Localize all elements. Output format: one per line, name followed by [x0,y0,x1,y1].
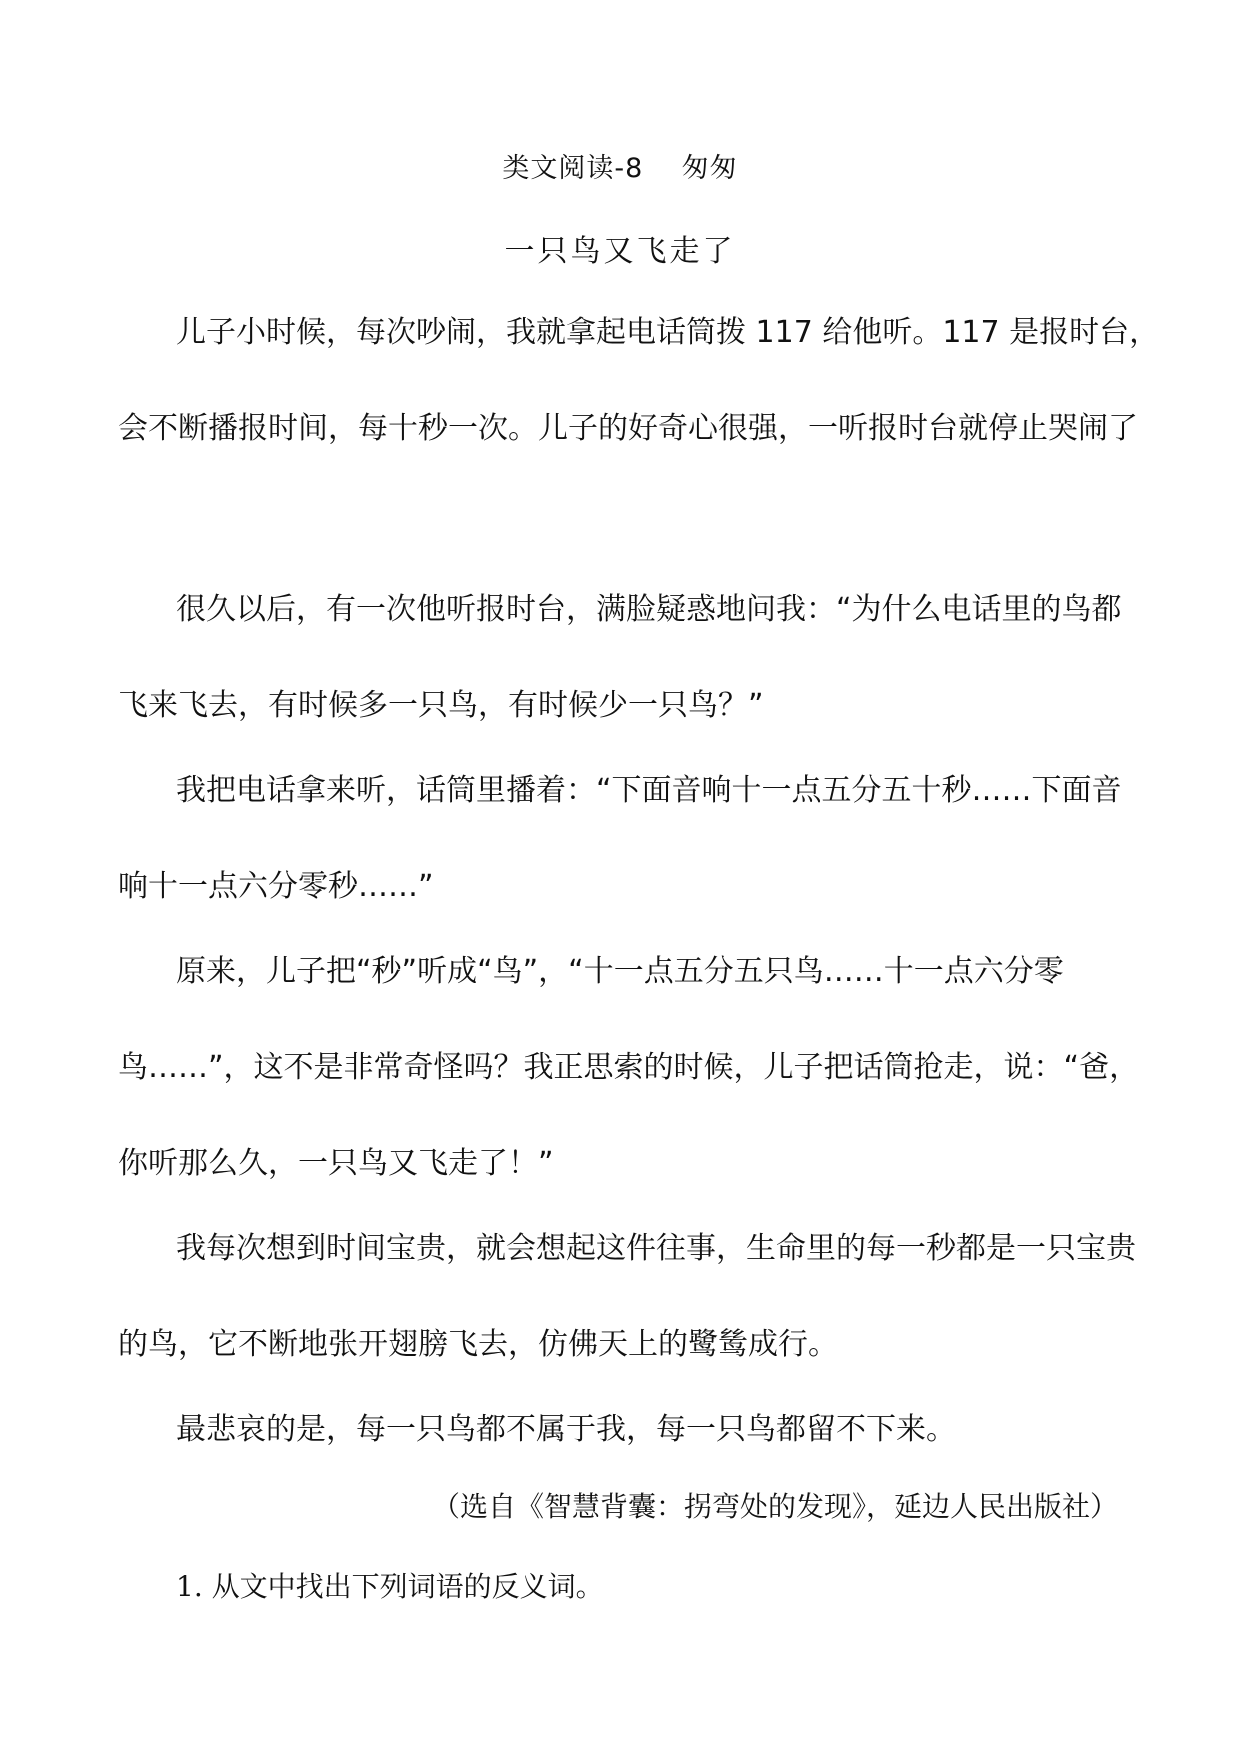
document-title: 类文阅读-8 匆匆 [502,153,738,184]
source-citation: （选自《智慧背囊：拐弯处的发现》，延边人民出版社） [431,1490,1118,1523]
article-title: 一只鸟又飞走了 [504,234,736,269]
question-1: 1. 从文中找出下列词语的反义词。 [176,1570,604,1603]
text-line: 儿子小时候，每次吵闹，我就拿起电话筒拨 117 给他听。117 是报时台， [176,315,1160,350]
text-line: 会不断播报时间，每十秒一次。儿子的好奇心很强，一听报时台就停止哭闹了 [118,411,1138,446]
text-line: 你听那么久，一只鸟又飞走了！” [118,1146,554,1181]
text-line: 飞来飞去，有时候多一只鸟，有时候少一只鸟？” [118,688,764,723]
text-line: 的鸟，它不断地张开翅膀飞去，仿佛天上的鹭鸶成行。 [118,1327,838,1362]
text-line: 原来，儿子把“秒”听成“鸟”，“十一点五分五只鸟……十一点六分零 [176,954,1064,989]
text-line: 很久以后，有一次他听报时台，满脸疑惑地问我：“为什么电话里的鸟都 [176,592,1122,627]
text-line: 我每次想到时间宝贵，就会想起这件往事，生命里的每一秒都是一只宝贵 [176,1231,1136,1266]
text-line: 我把电话拿来听，话筒里播着：“下面音响十一点五分五十秒……下面音 [176,773,1122,808]
text-line: 响十一点六分零秒……” [118,869,434,904]
text-line: 鸟……”，这不是非常奇怪吗？我正思索的时候，儿子把话筒抢走，说：“爸， [118,1050,1140,1085]
text-line: 最悲哀的是，每一只鸟都不属于我，每一只鸟都留不下来。 [176,1412,956,1447]
